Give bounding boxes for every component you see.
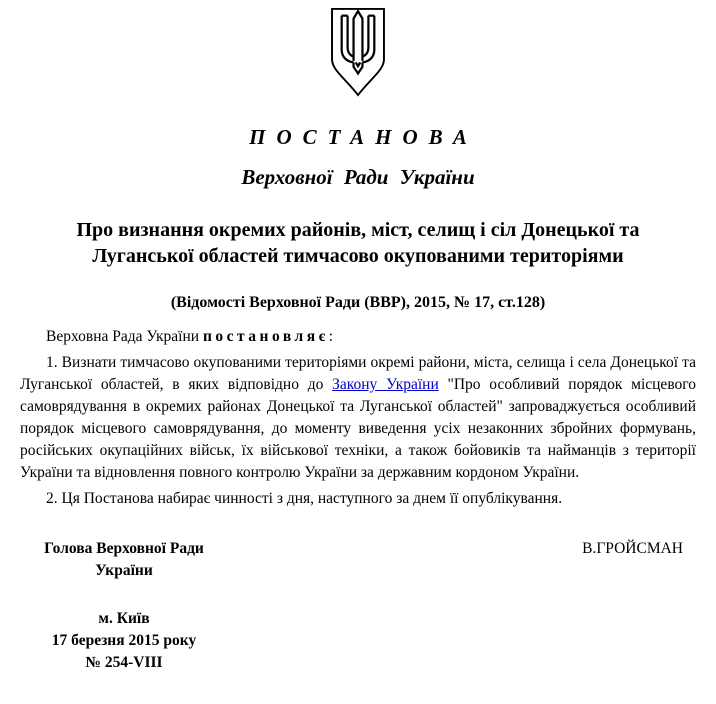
enactment-city: м. Київ (98, 610, 150, 627)
paragraph-1-text-before-link: 1. Визнати тимчасово окупованими територіями окремі райони, міста, селища і села Донецької та Луганської областей, в яких відповідно до (20, 354, 696, 393)
resolution-title (20, 217, 696, 269)
document-type-heading: ПОСТАНОВА (249, 125, 478, 149)
emblem-container (20, 0, 696, 98)
paragraph-2: 2. Ця Постанова набирає чинності з дня, наступного за днем її опублікування. (46, 490, 563, 507)
signatory-title (38, 538, 210, 582)
issuer-heading: Верховної Ради України (241, 165, 475, 189)
ukraine-trident-coat-of-arms-icon (320, 6, 396, 98)
enactment-date: 17 березня 2015 року (51, 632, 197, 649)
preamble-text: Верховна Рада України (46, 328, 203, 345)
law-of-ukraine-link[interactable]: Закону України (332, 376, 439, 393)
paragraph-1 (20, 352, 696, 484)
resolution-title-line-2: Луганської областей тимчасово окупованими територіями (92, 245, 624, 267)
signature-block (20, 538, 696, 582)
enactment-details (38, 608, 210, 674)
preamble (20, 326, 696, 348)
paragraph-1-text-after-link: "Про особливий порядок місцевого самоврядування в окремих районах Донецької та Луганської областей" запроваджується особливий порядок місцевого самоврядування, до моменту виведення усіх незаконних збройних формувань, російських окупаційних військ, їх військової техніки, а також бойовиків та найманців з території України та відновлення повного контролю України за державним кордоном України. (20, 376, 696, 481)
enactment-number: № 254-VIII (85, 654, 163, 671)
gazette-reference: (Відомості Верховної Ради (ВВР), 2015, № 17, ст.128) (170, 294, 546, 311)
signatory-title-line-2: України (95, 562, 153, 579)
preamble-colon: : (328, 328, 334, 345)
resolution-title-line-1: Про визнання окремих районів, міст, селищ і сіл Донецької та (76, 219, 640, 241)
preamble-verb: постановляє (202, 328, 329, 345)
signatory-title-line-1: Голова Верховної Ради (44, 540, 204, 557)
signatory-name: В.ГРОЙСМАН (582, 540, 683, 557)
